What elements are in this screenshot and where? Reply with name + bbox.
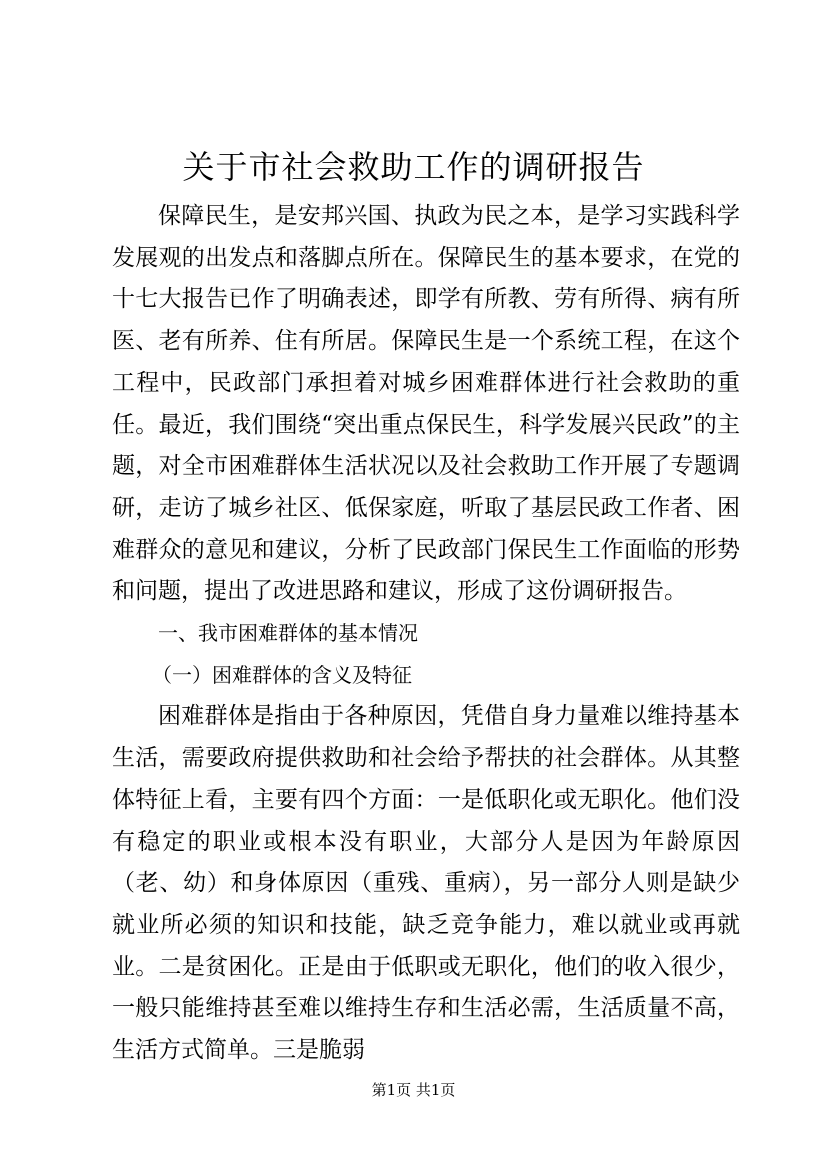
document-body — [112, 196, 740, 1072]
body-paragraph: 困难群体是指由于各种原因，凭借自身力量难以维持基本生活，需要政府提供救助和社会给予帮扶的社会群体。从其整体特征上看，主要有四个方面：一是低职化或无职化。他们没有稳定的职业或根本没有职业，大部分人是因为年龄原因（老、幼）和身体原因（重残、重病），另一部分人则是缺少就业所必须的知识和技能，缺乏竞争能力，难以就业或再就业。二是贫困化。正是由于低职或无职化，他们的收入很少，一般只能维持甚至难以维持生存和生活必需，生活质量不高，生活方式简单。三是脆弱 — [112, 703, 740, 1064]
intro-paragraph: 保障民生，是安邦兴国、执政为民之本，是学习实践科学发展观的出发点和落脚点所在。保障民生的基本要求，在党的十七大报告已作了明确表述，即学有所教、劳有所得、病有所医、老有所养、住有所居。保障民生是一个系统工程，在这个工程中，民政部门承担着对城乡困难群体进行社会救助的重任。最近，我们围绕“突出重点保民生，科学发展兴民政”的主题，对全市困难群体生活状况以及社会救助工作开展了专题调研，走访了城乡社区、低保家庭，听取了基层民政工作者、困难群众的意见和建议，分析了民政部门保民生工作面临的形势和问题，提出了改进思路和建议，形成了这份调研报告。 — [112, 203, 740, 605]
page-footer: 第1页 共1页 — [371, 1081, 456, 1099]
document-title: 关于市社会救助工作的调研报告 — [182, 148, 645, 186]
section-heading: 一、我市困难群体的基本情况 — [158, 621, 418, 646]
subsection-heading: （一）困难群体的含义及特征 — [152, 662, 412, 687]
